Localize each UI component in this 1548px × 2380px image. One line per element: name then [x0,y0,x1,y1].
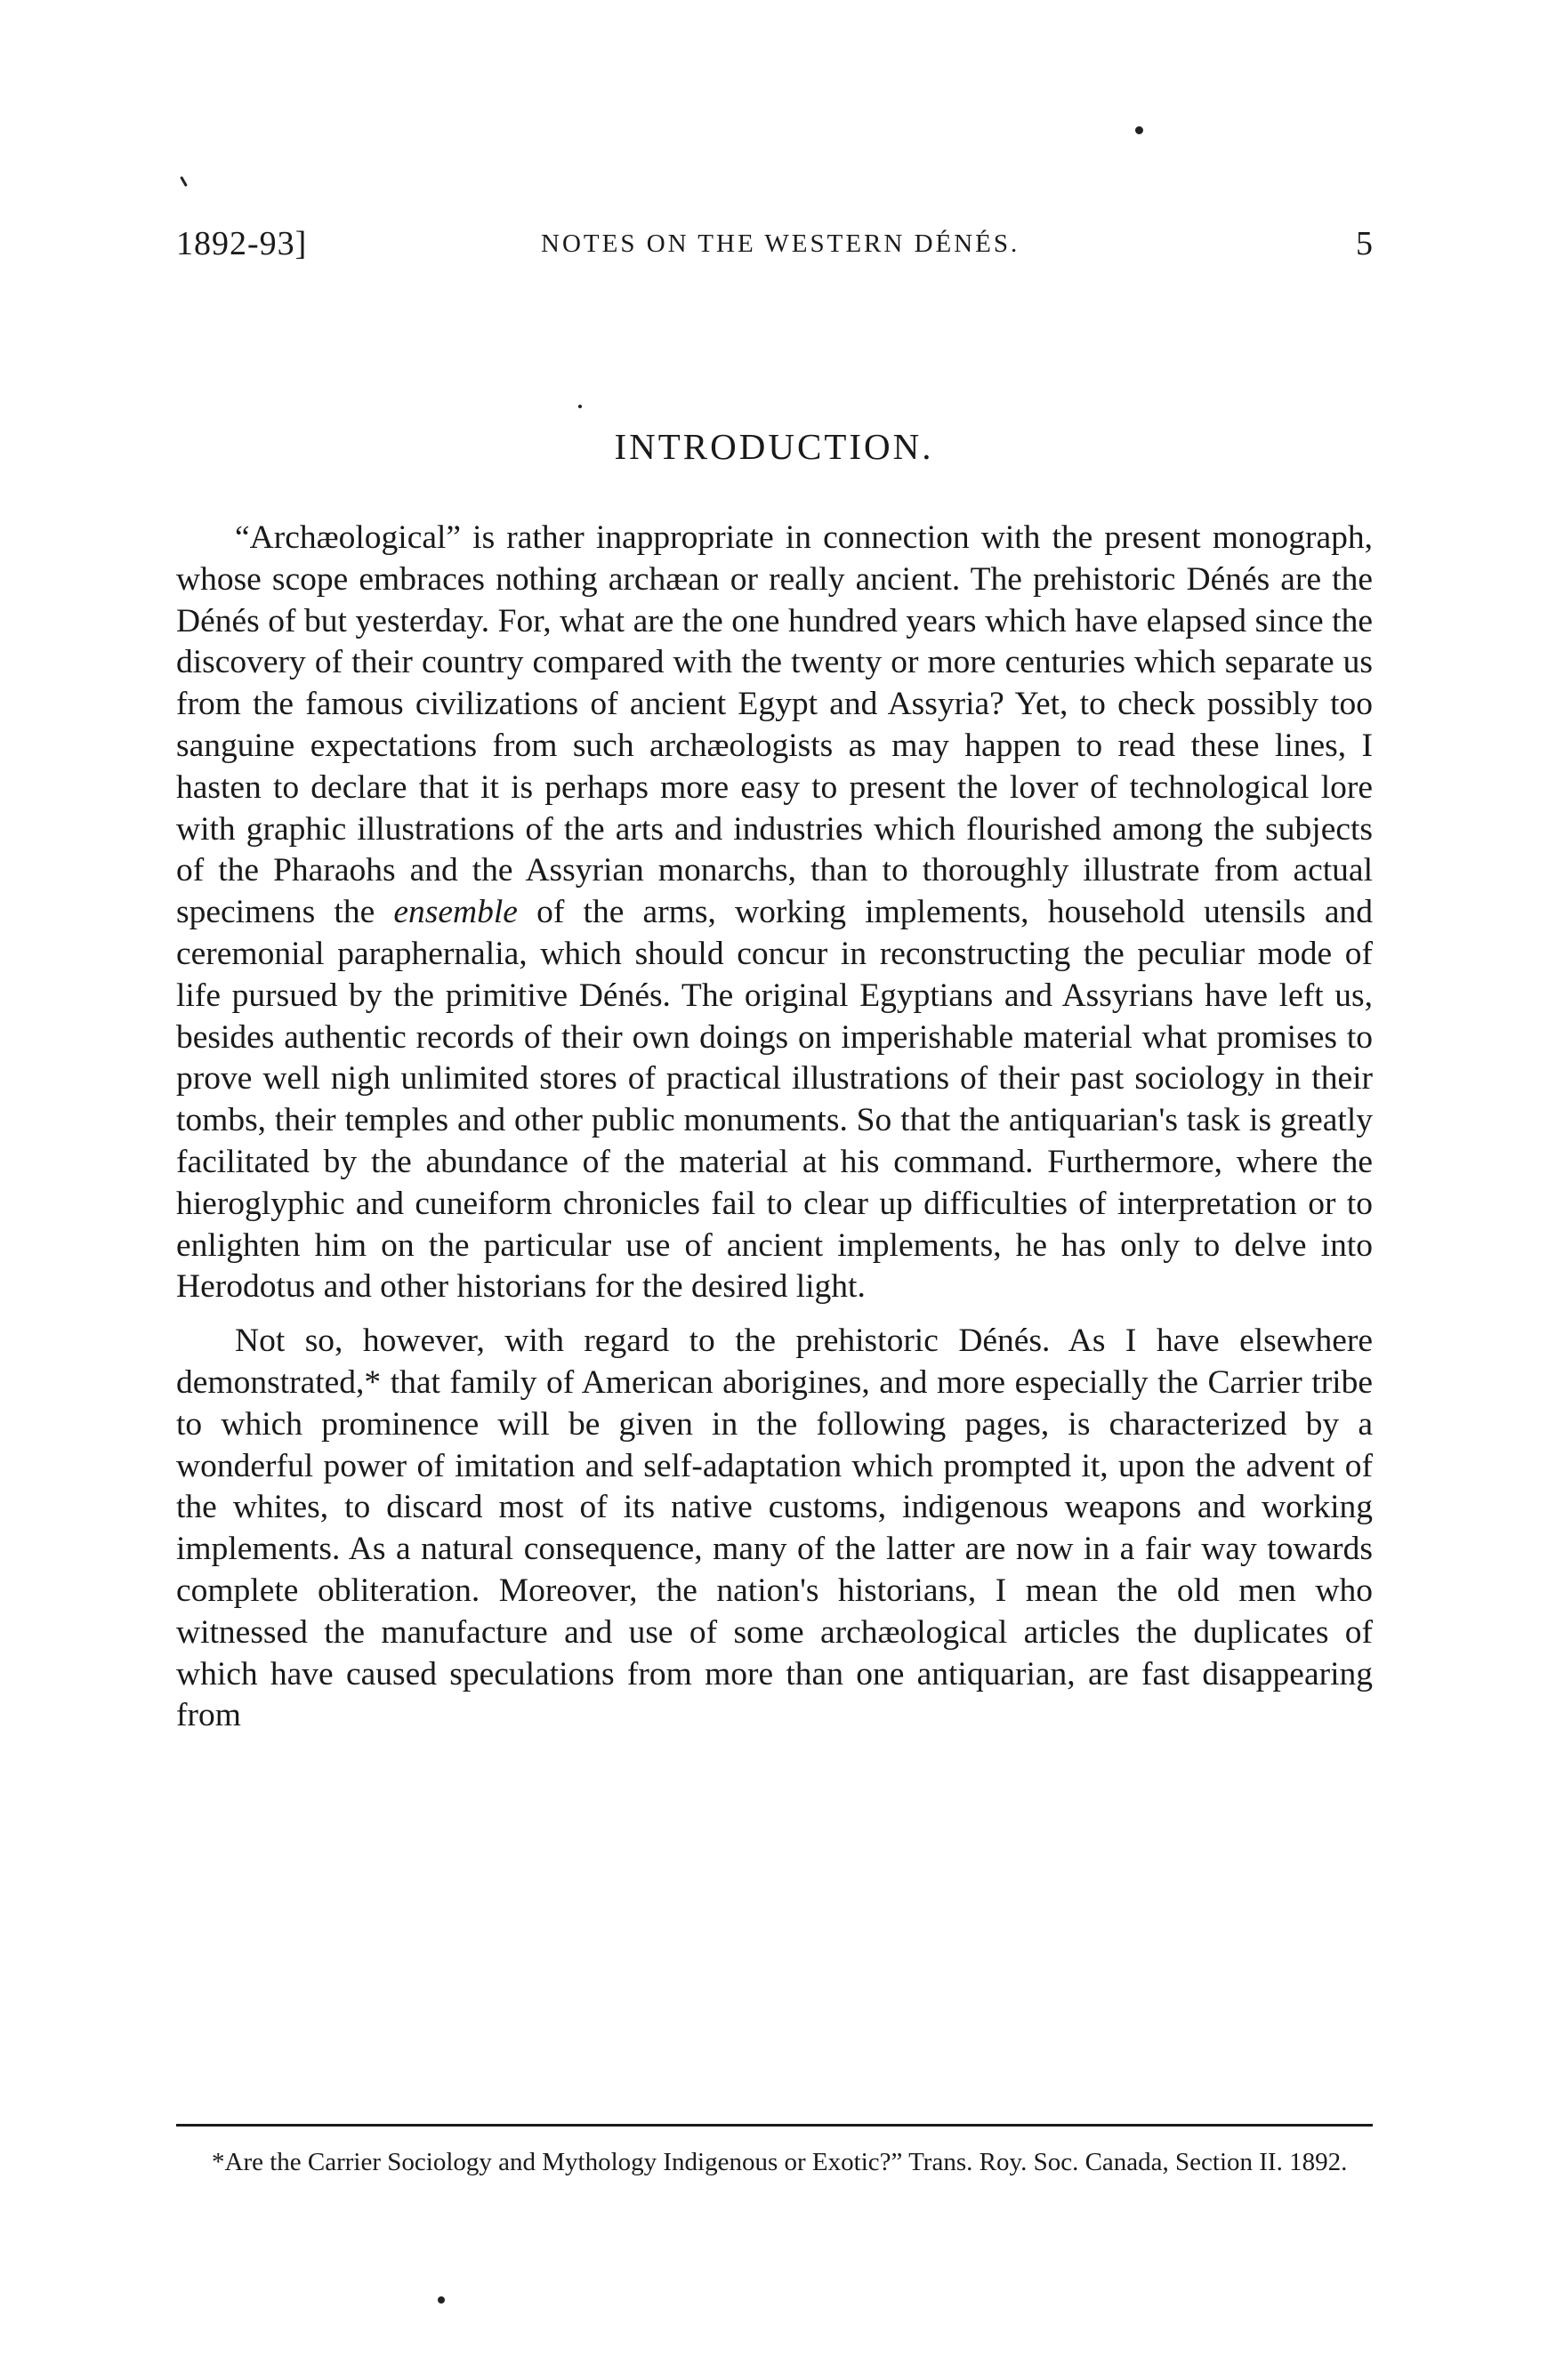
header-year: 1892-93] [176,225,308,262]
scan-speck-left [180,176,188,187]
scan-speck-bottom [438,2296,445,2304]
section-title: INTRODUCTION. [614,426,934,467]
scan-speck-top [1135,126,1143,134]
paragraph-1-text-a: “Archæological” is rather inappropriate in connection with the present monograph, whose scope embraces nothing archæan or really ancient. The prehistoric Dénés are the Dénés of but yesterday. For, what are the one hundred years which have elapsed since the discovery of their country compared with the twenty or more centuries which separate us from the famous civilizations of ancient Egypt and Assyria? Yet, to check possibly too sanguine expectations from such archæologists as may happen to read these lines, I hasten to declare that it is perhaps more easy to present the lover of technological lore with graphic illustrations of the arts and industries which flourished among the subjects of the Pharaohs and the Assyrian monarchs, than to thoroughly illustrate from actual specimens the [176,519,1373,931]
page-header [176,224,1373,277]
footnote-rule [176,2124,1373,2127]
footnote [176,2145,1373,2179]
body-text [176,518,1373,1737]
scan-speck-title [578,405,582,408]
paragraph-1-italic-term: ensemble [393,894,518,931]
paragraph-1 [176,518,1373,1308]
page-number: 5 [1356,225,1373,262]
footnote-text: *Are the Carrier Sociology and Mythology Indigenous or Exotic?” Trans. Roy. Soc. Canada, Section II. 1892. [212,2148,1348,2176]
paragraph-1-text-b: of the arms, working implements, household utensils and ceremonial paraphernalia, which should concur in reconstructing the peculiar mode of life pursued by the primitive Dénés. The original Egyptians and Assyrians have left us, besides authentic records of their own doings on imperishable material what promises to prove well nigh unlimited stores of practical illustrations of their past sociology in their tombs, their temples and other public monuments. So that the antiquarian's task is greatly facilitated by the abundance of the material at his command. Furthermore, where the hieroglyphic and cuneiform chronicles fail to clear up difficulties of interpretation or to enlighten him on the particular use of ancient implements, he has only to delve into Herodotus and other historians for the desired light. [176,894,1373,1306]
running-title: NOTES ON THE WESTERN DÉNÉS. [541,229,1020,258]
paragraph-2: Not so, however, with regard to the prehistoric Dénés. As I have elsewhere demonstrated,* that family of American aborigines, and more especially the Carrier tribe to which prominence will be given in the following pages, is characterized by a wonderful power of imitation and self-adaptation which prompted it, upon the advent of the whites, to discard most of its native customs, indigenous weapons and working implements. As a natural consequence, many of the latter are now in a fair way towards complete obliteration. Moreover, the nation's historians, I mean the old men who witnessed the manufacture and use of some archæological articles the duplicates of which have caused speculations from more than one antiquarian, are fast disappearing from [176,1323,1373,1734]
